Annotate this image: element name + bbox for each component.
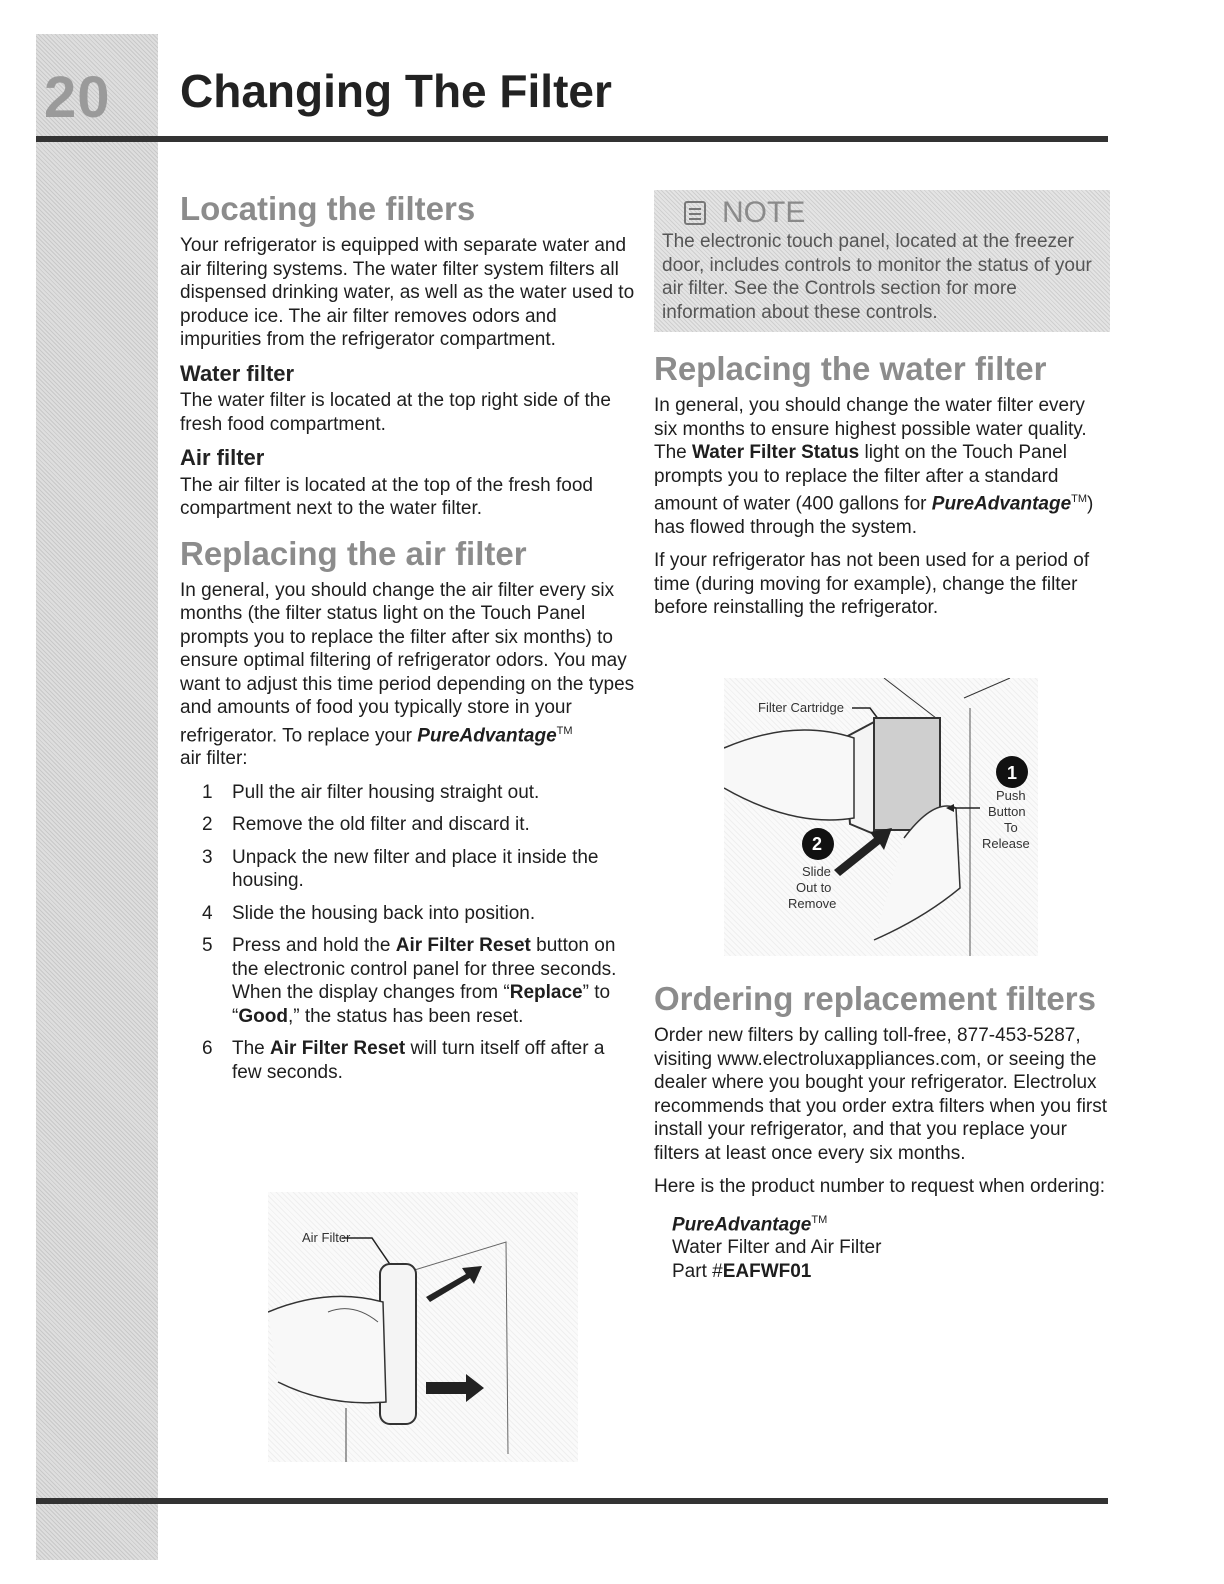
water-filter-heading: Water filter <box>180 360 295 386</box>
replacing-water-p1: In general, you should change the water filter every six months to ensure highest possible water quality. The Water Filter Status light on the Touch Panel prompts you to replace the filter after a standard amount of water (400 gallons for PureAdvantage™) has flowed through the system. <box>654 395 1094 538</box>
replacing-air-heading: Replacing the air filter <box>180 534 527 572</box>
air-filter-text: The air filter is located at the top of the fresh food compartment next to the water filter. <box>180 474 593 519</box>
replacing-air-intro: In general, you should change the air filter every six months (the filter status light on the Touch Panel prompts you to replace the filter after six months) to ensure optimal filtering of refrigerator odors. You may want to adjust this time period depending on the types and amounts of food you typically store in your refrigerator. To replace your PureAdvantage™ air filter: <box>180 579 635 770</box>
page-title: Changing The Filter <box>180 65 612 117</box>
step-item: 6 The Air Filter Reset will turn itself off after a few seconds. <box>202 1038 605 1083</box>
note-label: NOTE <box>722 196 806 230</box>
air-filter-steps <box>180 781 638 1085</box>
air-filter-label: Air Filter <box>302 1230 351 1245</box>
left-column <box>180 190 638 1245</box>
note-text: The electronic touch panel, located at the freezer door, includes controls to monitor the status of your air filter. See the Controls section for more information about these controls. <box>662 231 1092 323</box>
locating-heading: Locating the filters <box>180 190 476 227</box>
air-filter-heading: Air filter <box>180 445 265 470</box>
product-info: PureAdvantage™ Water Filter and Air Filter Part #EAFWF01 <box>672 1209 1110 1284</box>
step-item: 2 Remove the old filter and discard it. <box>202 814 530 836</box>
air-filter-illustration <box>268 1192 578 1462</box>
filter-cartridge-label: Filter Cartridge <box>758 700 844 715</box>
product-brand: PureAdvantage <box>672 1213 812 1235</box>
svg-text:Remove: Remove <box>788 896 837 911</box>
page-number: 20 <box>44 65 111 130</box>
water-filter-illustration <box>724 678 1038 956</box>
svg-text:Button: Button <box>988 804 1026 819</box>
step-item: 1 Pull the air filter housing straight out. <box>202 781 540 803</box>
replacing-water-heading: Replacing the water filter <box>654 350 1047 387</box>
page-sidebar-band <box>36 34 158 1560</box>
water-filter-text: The water filter is located at the top right side of the fresh food compartment. <box>180 390 611 435</box>
svg-text:To: To <box>1004 820 1018 835</box>
replacing-water-p2: If your refrigerator has not been used for a period of time (during moving for example), change the filter before reinstalling the refrigerator. <box>654 550 1090 619</box>
note-box <box>654 190 1110 332</box>
right-column <box>654 190 1110 1282</box>
svg-text:2: 2 <box>812 834 823 854</box>
note-header <box>662 196 1100 230</box>
ordering-heading: Ordering replacement filters <box>654 980 1096 1017</box>
svg-text:Release: Release <box>982 836 1030 851</box>
locating-intro: Your refrigerator is equipped with separate water and air filtering systems. The water filter system filters all dispensed drinking water, as well as the water used to produce ice. The air filter removes odors and impurities from the refrigerator compartment. <box>180 235 635 350</box>
step-item: 4 Slide the housing back into position. <box>202 902 536 924</box>
bottom-rule <box>36 1498 1108 1504</box>
step-item: 5 Press and hold the Air Filter Reset button on the electronic control panel for three seconds. When the display changes from “Replace” to “Good,” the status has been reset. <box>202 935 617 1027</box>
svg-text:Out to: Out to <box>796 880 832 895</box>
top-rule <box>36 136 1108 142</box>
step-item: 3 Unpack the new filter and place it inside the housing. <box>202 846 599 892</box>
svg-text:Slide: Slide <box>802 864 831 879</box>
svg-text:Push: Push <box>996 788 1026 803</box>
product-part: Part #EAFWF01 <box>672 1260 812 1282</box>
ordering-p1: Order new filters by calling toll-free, 877-453-5287, visiting www.electroluxappliances.com, or seeing the dealer where you bought your refrigerator. Electrolux recommends that you order extra filters when you first install your refrigerator, and that you replace your filters at least once every six months. <box>654 1025 1108 1164</box>
product-name: Water Filter and Air Filter <box>672 1237 882 1259</box>
ordering-p2: Here is the product number to request when ordering: <box>654 1176 1105 1197</box>
ordering-section <box>654 980 1110 1283</box>
svg-text:1: 1 <box>1007 763 1018 783</box>
note-pad-icon <box>682 200 708 226</box>
